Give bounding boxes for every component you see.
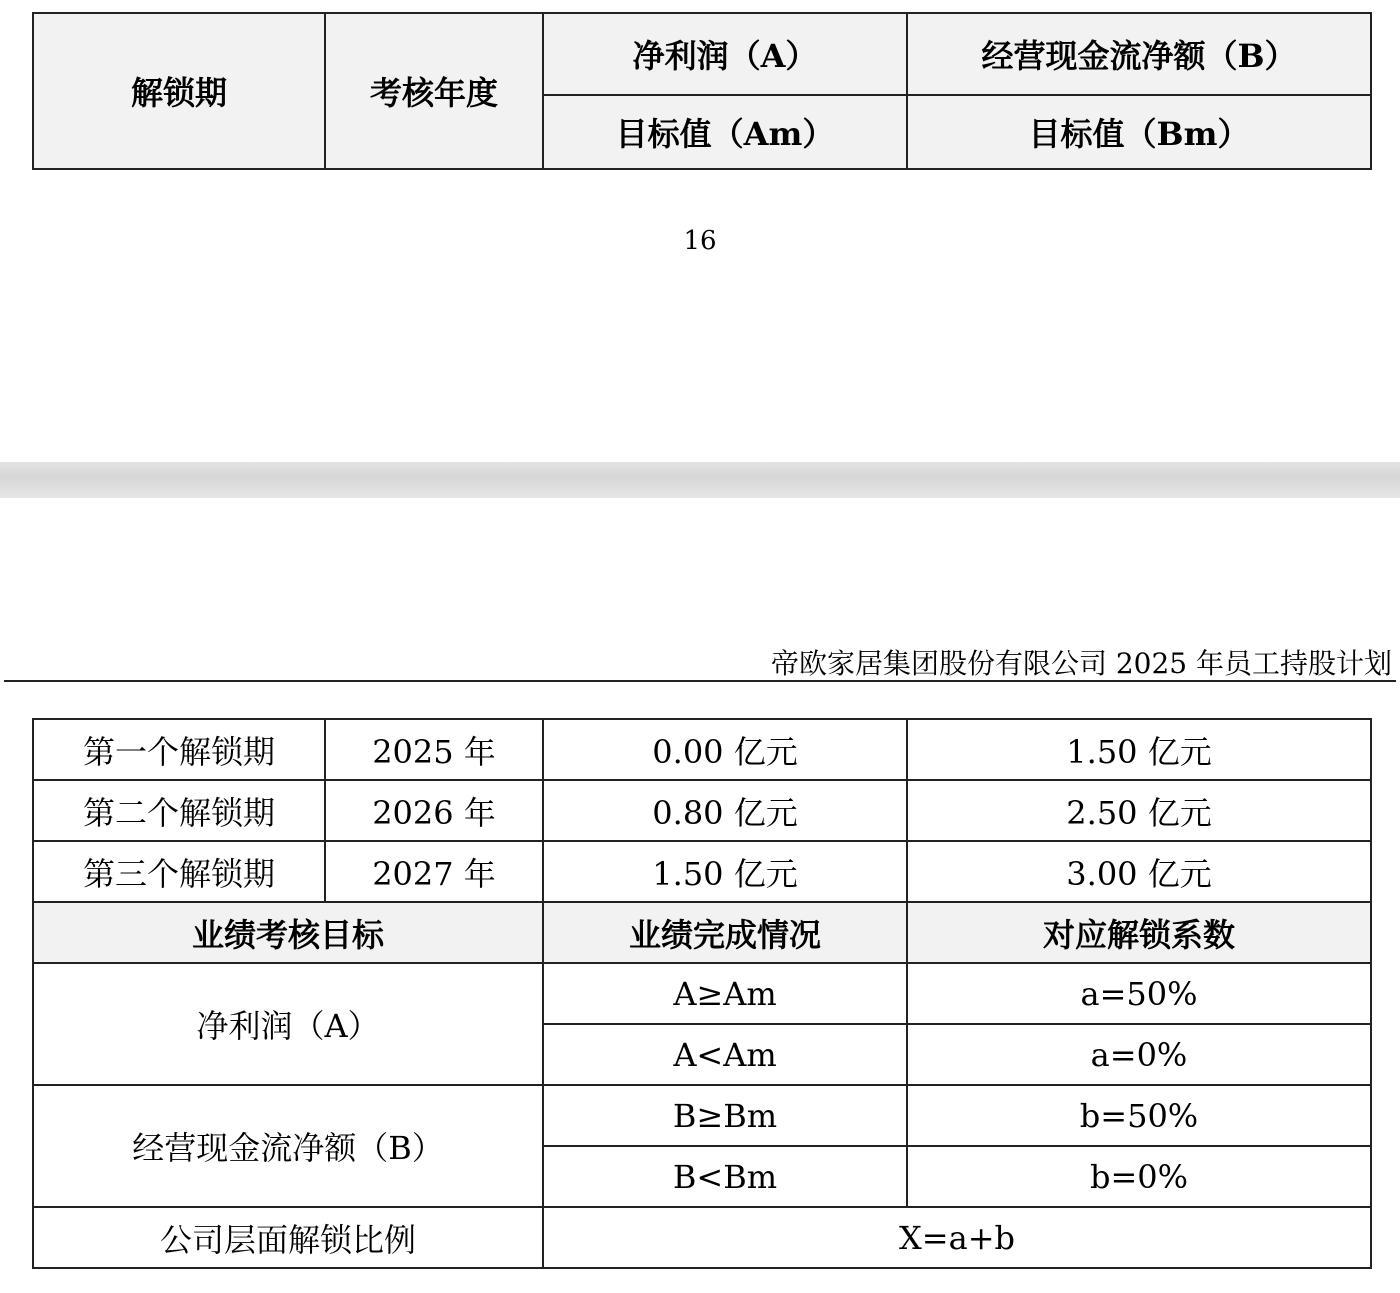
condition-cell: B≥Bm (543, 1085, 907, 1146)
page-break-divider (0, 462, 1400, 498)
cash-flow-label: 经营现金流净额（B） (33, 1085, 543, 1207)
header-performance-target: 业绩考核目标 (33, 902, 543, 963)
cash-flow-target-cell: 3.00 亿元 (907, 841, 1371, 902)
header-unlock-coefficient: 对应解锁系数 (907, 902, 1371, 963)
table-row (33, 963, 1371, 1024)
coefficient-cell: a=0% (907, 1024, 1371, 1085)
page-number: 16 (683, 226, 717, 256)
company-unlock-ratio-formula: X=a+b (543, 1207, 1371, 1268)
table-row (33, 1207, 1371, 1268)
condition-cell: A≥Am (543, 963, 907, 1024)
company-unlock-ratio-label: 公司层面解锁比例 (33, 1207, 543, 1268)
net-profit-target-cell: 0.80 亿元 (543, 780, 907, 841)
unlock-period-cell: 第一个解锁期 (33, 719, 325, 780)
table-row (33, 1085, 1371, 1146)
header-unlock-period: 解锁期 (33, 13, 325, 169)
header-net-profit-target: 目标值（Am） (543, 95, 907, 169)
header-performance-completion: 业绩完成情况 (543, 902, 907, 963)
header-operating-cash-flow: 经营现金流净额（B） (907, 13, 1371, 95)
coefficient-cell: a=50% (907, 963, 1371, 1024)
net-profit-target-cell: 1.50 亿元 (543, 841, 907, 902)
header-rule (4, 680, 1396, 682)
assessment-year-cell: 2027 年 (325, 841, 543, 902)
assessment-header-row (33, 902, 1371, 963)
document-header-title: 帝欧家居集团股份有限公司 2025 年员工持股计划 (770, 647, 1392, 680)
cash-flow-target-cell: 2.50 亿元 (907, 780, 1371, 841)
unlock-target-header-table (32, 12, 1372, 170)
net-profit-target-cell: 0.00 亿元 (543, 719, 907, 780)
assessment-year-cell: 2026 年 (325, 780, 543, 841)
table-row (33, 841, 1371, 902)
coefficient-cell: b=50% (907, 1085, 1371, 1146)
table-row (33, 780, 1371, 841)
table-row (33, 719, 1371, 780)
coefficient-cell: b=0% (907, 1146, 1371, 1207)
net-profit-label: 净利润（A） (33, 963, 543, 1085)
unlock-assessment-table (32, 718, 1372, 1269)
header-assessment-year: 考核年度 (325, 13, 543, 169)
condition-cell: B<Bm (543, 1146, 907, 1207)
unlock-period-cell: 第二个解锁期 (33, 780, 325, 841)
header-cash-flow-target: 目标值（Bm） (907, 95, 1371, 169)
header-net-profit: 净利润（A） (543, 13, 907, 95)
cash-flow-target-cell: 1.50 亿元 (907, 719, 1371, 780)
unlock-period-cell: 第三个解锁期 (33, 841, 325, 902)
assessment-year-cell: 2025 年 (325, 719, 543, 780)
condition-cell: A<Am (543, 1024, 907, 1085)
